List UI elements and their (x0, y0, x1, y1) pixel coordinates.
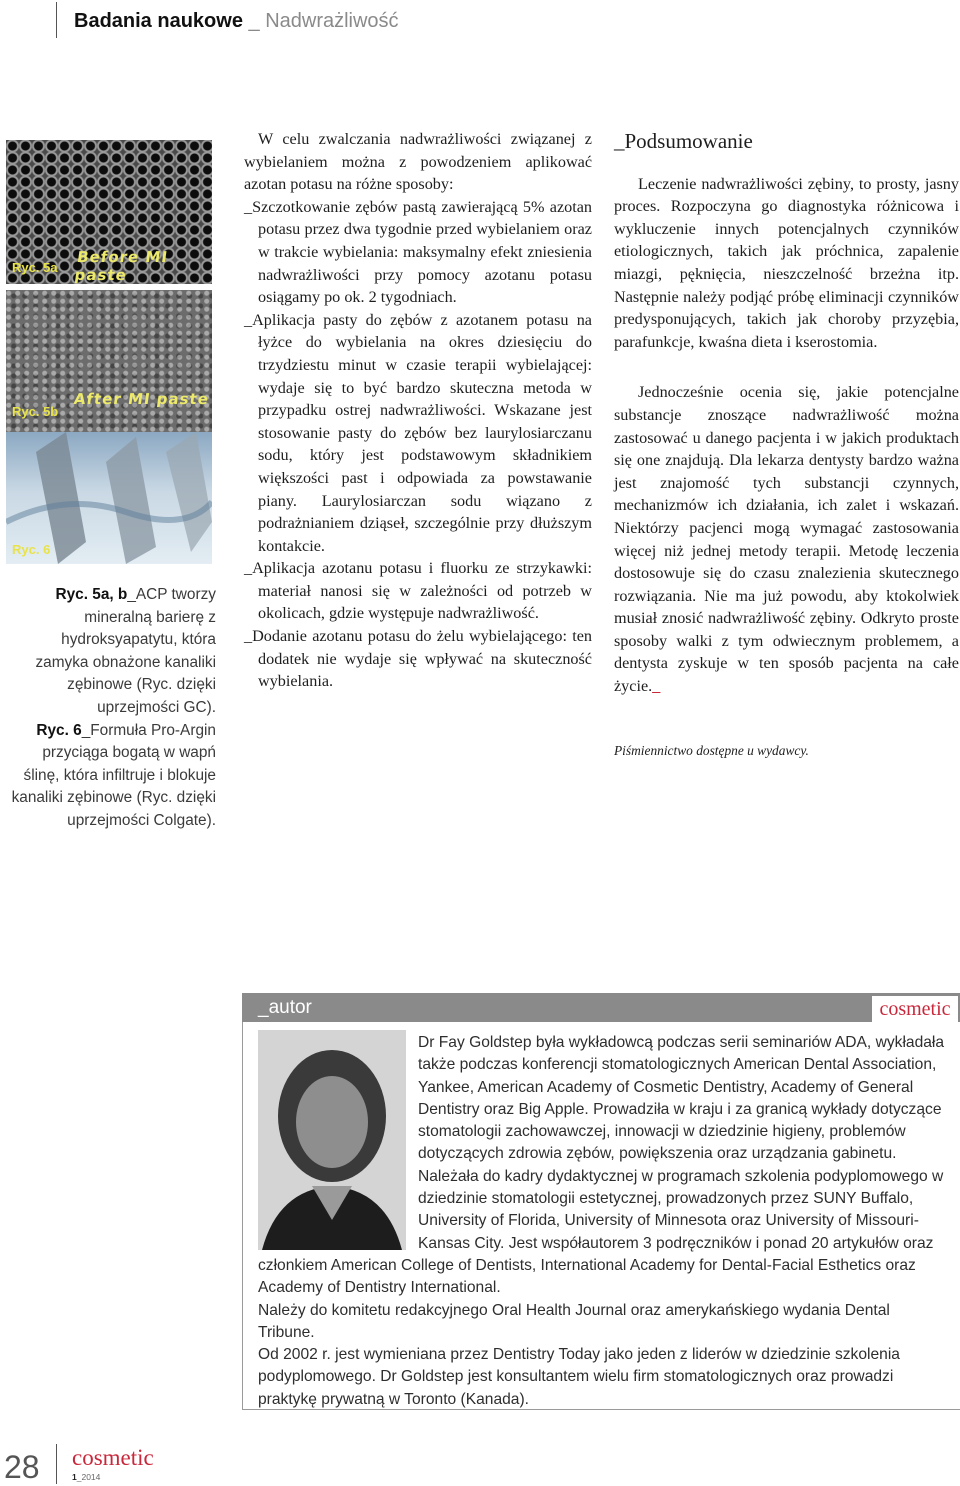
figure-5a-label: Ryc. 5a (12, 260, 58, 275)
issue-label (72, 1472, 100, 1482)
issue-number: 1 (72, 1472, 77, 1482)
figure-5a-overlay: Before MI paste (73, 248, 170, 284)
header-topic: Nadwrażliwość (265, 10, 399, 32)
running-header (74, 10, 399, 33)
paragraph (614, 381, 959, 697)
list-item: _Dodanie azotanu potasu do żelu wybielającego: ten dodatek nie wydaje się wpływać na skuteczność wybielania. (244, 627, 592, 691)
caption-5-text: _ACP tworzy mineralną barierę z hydroksyapatytu, która zamyka obnażone kanaliki zębinowe (Ryc. dzięki uprzejmości GC). (35, 586, 216, 716)
caption-5 (10, 584, 216, 720)
bio-paragraph: Należy do komitetu redakcyjnego Oral Health Journal oraz amerykańskiego wydania Dental Tribune. (258, 1301, 890, 1341)
references-note: Piśmiennictwo dostępne u wydawcy. (614, 742, 809, 758)
bio-paragraph (258, 1032, 950, 1300)
paragraph: Leczenie nadwrażliwości zębiny, to prosty, jasny proces. Rozpoczyna go diagnostyka różnicowa i wykluczenie innych potencjalnych czynników etiologicznych, takich jak próchnica, zapalenie miazgi, pęknięcia, nieszczelność brzeżna itp. Następnie należy podjąć próbę eliminacji czynników predysponujących, takich jak choroby przyzębia, parafunkcje, kwaśna dieta i kserostomia. (614, 174, 959, 351)
header-section: Badania naukowe (74, 10, 243, 32)
article-column-2 (614, 130, 959, 762)
figure-5a-image (6, 140, 212, 284)
figure-5b-image (6, 290, 212, 432)
portrait-spacer (258, 1032, 418, 1252)
author-label: _autor (258, 997, 312, 1018)
caption-6 (10, 720, 216, 833)
bio-paragraph: Od 2002 r. jest wymieniana przez Dentistry Today jako jeden z liderów w dziedzinie szkolenia podyplomowego. Dr Goldstep jest konsultantem wielu firm stomatologicznych oraz prowadzi praktykę prywatną w Toronto (Kanada). (258, 1346, 900, 1408)
figure-6-label: Ryc. 6 (12, 542, 51, 557)
footer-brand-logo: cosmetic (72, 1445, 154, 1470)
article-column-1 (244, 128, 592, 693)
paragraph-text: Jednocześnie ocenia się, jakie potencjalne substancje znoszące nadwrażliwość można zastosować u danego pacjenta i w jakich produktach się one znajdują. Dla lekarza dentysty bardzo ważna jest znajomość tych substancji czynnych, mechanizmów ich działania, ich zalet i wskazań. Niektórzy pacjenci mogą wymagać zastosowania więcej niż jednej metody terapii. Metodę leczenia dostosowuje się do czasu znalezienia skutecznego rozwiązania. Nie ma już powodu, aby ktokolwiek musiał znosić nadwrażliwość zębiny. Odkryto proste sposoby walki z tym odwiecznym problemem, a dentysta zyskuje w ten sposób pacjenta na całe życie. (614, 383, 959, 696)
list-item: _Aplikacja pasty do zębów z azotanem potasu na łyżce do wybielania na okres dziesięciu do trzydziestu minut w czasie terapii wybielającej: wydaje się to być bardzo skuteczna metoda w przypadku ostrej nadwrażliwości. Wskazane jest stosowanie pasty do zębów bez laurylosiarczanu sodu, który jest podstawowym składnikiem większości past i odpowiada za powstawanie piany. Laurylosiarczan sodu wiązano z podrażnianiem dziąseł, szczególnie przy dłuższym kontakcie. (244, 310, 592, 555)
author-bar (242, 993, 960, 1022)
figure-5b-label: Ryc. 5b (12, 404, 59, 419)
author-bio (258, 1032, 950, 1411)
bio-text: Dr Fay Goldstep była wykładowcą podczas serii seminariów ADA, wykładała także podczas konferencji stomatologicznych American Dental Association, Yankee, American Academy of Cosmetic Dentistry, Academy of General Dentistry oraz Big Apple. Prowadziła w kraju i za granicą wykłady dotyczące stomatologii zachowawczej, innowacji w dziedzinie higieny, problemów dotyczących zdrowia zębów, powiększenia oraz urządzania gabinetu. Należała do kadry dydaktycznej w programach szkolenia podyplomowego w dziedzinie stomatologii estetycznej, prowadzonych przez SUNY Buffalo, University of Florida, University of Minnesota oraz University of Missouri-Kansas City. Jest współautorem 3 podręczników i ponad 20 artykułów oraz członkiem American College of Dentists, International Academy for Dental-Facial Esthetics oraz Academy of Dentistry International. (258, 1034, 945, 1297)
header-separator: _ (242, 10, 266, 32)
page-number: 28 (4, 1449, 40, 1485)
footer-divider (56, 1444, 57, 1484)
issue-year: _2014 (76, 1472, 101, 1482)
figure-6-image (6, 432, 212, 564)
figure-caption (10, 584, 216, 833)
header-divider (56, 2, 57, 38)
list-item: _Aplikacja azotanu potasu i fluorku ze strzykawki: materiał nanosi się w zależności od potrzeb w okolicach, gdzie występuje nadwrażliwość. (244, 559, 592, 623)
section-heading: _Podsumowanie (614, 129, 753, 153)
caption-6-label: Ryc. 6 (36, 721, 82, 739)
figure-5b-overlay: After MI paste (72, 390, 211, 408)
caption-6-text: _Formuła Pro-Argin przyciąga bogatą w wapń ślinę, która infiltruje i blokuje kanaliki zębinowe (Ryc. dzięki uprzejmości Colgate). (11, 721, 216, 829)
list-item: _Szczotkowanie zębów pastą zawierającą 5% azotan potasu przez dwa tygodnie przed wybielaniem oraz w trakcie wybielania: maksymalny efekt zniesienia nadwrażliwości przy pomocy azotanu potasu osiągamy po ok. 2 tygodniach. (244, 197, 592, 307)
author-brand-logo: cosmetic (872, 996, 958, 1022)
paragraph: W celu zwalczania nadwrażliwości związanej z wybielaniem można z powodzeniem aplikować azotan potasu na różne sposoby: (244, 130, 592, 194)
end-mark: _ (652, 677, 661, 696)
caption-5-label: Ryc. 5a, b (55, 586, 128, 603)
